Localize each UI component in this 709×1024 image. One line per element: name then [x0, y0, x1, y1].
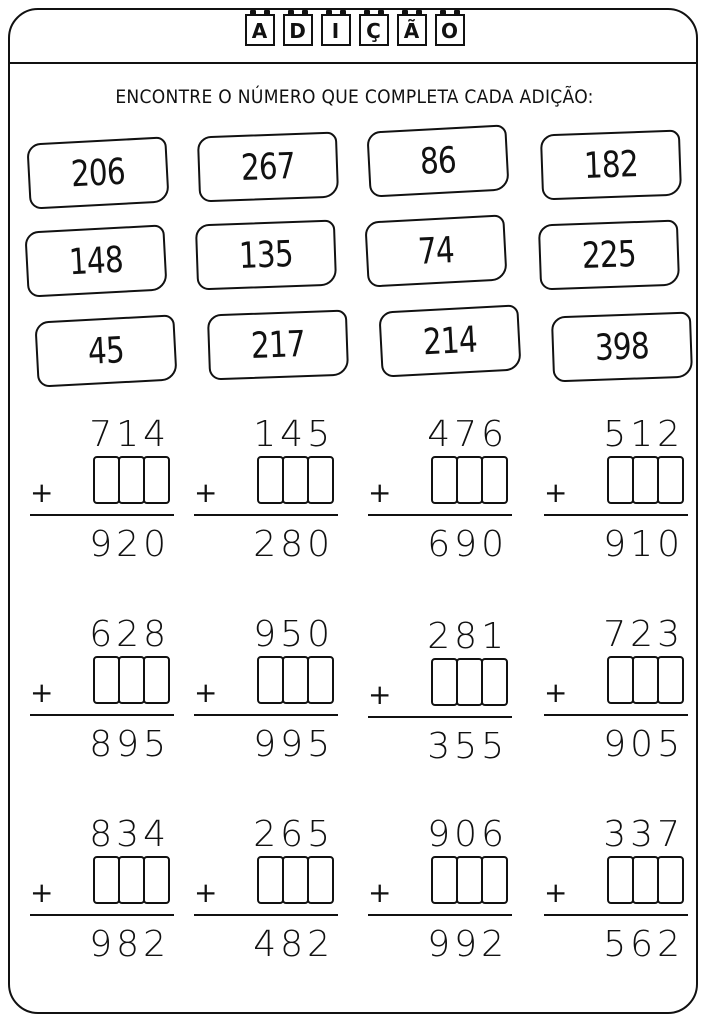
- digit-box[interactable]: [607, 856, 634, 904]
- addend: 628: [89, 614, 170, 655]
- answer-card[interactable]: [538, 220, 680, 291]
- answer-card[interactable]: [364, 214, 507, 287]
- sum-line: [194, 714, 338, 716]
- title-letter: O: [440, 19, 458, 43]
- digit-box[interactable]: [657, 456, 684, 504]
- digit-box[interactable]: [456, 856, 483, 904]
- sum: 910: [603, 524, 684, 565]
- addend: 145: [253, 414, 334, 455]
- plus-sign: +: [194, 876, 218, 909]
- sum: 920: [89, 524, 170, 565]
- title-letter: Ç: [366, 19, 381, 43]
- answer-boxes: [609, 856, 684, 904]
- addend: 906: [427, 814, 508, 855]
- answer-card[interactable]: [551, 312, 693, 383]
- title-letter-tile: [397, 14, 427, 46]
- digit-box[interactable]: [257, 856, 284, 904]
- plus-sign: +: [544, 876, 568, 909]
- plus-sign: +: [30, 676, 54, 709]
- addend: 265: [253, 814, 334, 855]
- addend: 512: [603, 414, 684, 455]
- sum: 690: [427, 524, 508, 565]
- answer-card-value: 74: [416, 229, 456, 273]
- sum-line: [30, 514, 174, 516]
- digit-box[interactable]: [118, 656, 145, 704]
- digit-box[interactable]: [143, 656, 170, 704]
- addend: 476: [427, 414, 508, 455]
- digit-box[interactable]: [431, 856, 458, 904]
- answer-card[interactable]: [24, 224, 167, 297]
- answer-card-value: 217: [250, 323, 306, 367]
- plus-sign: +: [30, 876, 54, 909]
- digit-box[interactable]: [118, 856, 145, 904]
- addition-problem: [544, 814, 684, 974]
- digit-box[interactable]: [257, 456, 284, 504]
- addition-problem: [30, 614, 170, 774]
- plus-sign: +: [368, 476, 392, 509]
- addition-problem: [368, 616, 508, 776]
- title-divider: [8, 62, 698, 64]
- sum-line: [194, 514, 338, 516]
- title-letter-tile: [321, 14, 351, 46]
- digit-box[interactable]: [632, 656, 659, 704]
- addition-problem: [30, 814, 170, 974]
- answer-boxes: [259, 856, 334, 904]
- answer-card-value: 148: [68, 239, 124, 283]
- digit-box[interactable]: [282, 456, 309, 504]
- plus-sign: +: [544, 676, 568, 709]
- digit-box[interactable]: [456, 456, 483, 504]
- sum-line: [368, 914, 512, 916]
- answer-card-value: 267: [240, 145, 296, 189]
- sum-line: [544, 914, 688, 916]
- answer-boxes: [95, 456, 170, 504]
- sum-line: [544, 514, 688, 516]
- addend: 723: [603, 614, 684, 655]
- digit-box[interactable]: [307, 856, 334, 904]
- answer-card-value: 214: [422, 319, 478, 363]
- sum: 355: [427, 726, 508, 767]
- sum: 905: [603, 724, 684, 765]
- digit-box[interactable]: [481, 658, 508, 706]
- addition-problem: [544, 614, 684, 774]
- addition-problem: [194, 414, 334, 574]
- answer-card-value: 182: [583, 143, 639, 187]
- sum: 982: [89, 924, 170, 965]
- addition-problem: [368, 814, 508, 974]
- answer-card-value: 206: [70, 151, 126, 195]
- sum-line: [30, 914, 174, 916]
- answer-card[interactable]: [378, 304, 521, 377]
- addend: 281: [427, 616, 508, 657]
- answer-card[interactable]: [207, 310, 349, 381]
- sum: 895: [89, 724, 170, 765]
- digit-box[interactable]: [481, 456, 508, 504]
- addend: 950: [253, 614, 334, 655]
- title-letter-tile: [435, 14, 465, 46]
- digit-box[interactable]: [118, 456, 145, 504]
- title-letter: D: [289, 19, 306, 43]
- answer-card[interactable]: [26, 136, 169, 209]
- plus-sign: +: [30, 476, 54, 509]
- digit-box[interactable]: [282, 656, 309, 704]
- answer-boxes: [433, 856, 508, 904]
- plus-sign: +: [194, 676, 218, 709]
- answer-boxes: [433, 456, 508, 504]
- answer-boxes: [609, 456, 684, 504]
- answer-card[interactable]: [197, 132, 339, 203]
- digit-box[interactable]: [607, 456, 634, 504]
- digit-box[interactable]: [93, 456, 120, 504]
- digit-box[interactable]: [456, 658, 483, 706]
- answer-card-value: 398: [594, 325, 650, 369]
- sum-line: [194, 914, 338, 916]
- addition-problem: [544, 414, 684, 574]
- digit-box[interactable]: [257, 656, 284, 704]
- sum-line: [30, 714, 174, 716]
- digit-box[interactable]: [607, 656, 634, 704]
- answer-card[interactable]: [540, 130, 682, 201]
- digit-box[interactable]: [481, 856, 508, 904]
- digit-box[interactable]: [657, 856, 684, 904]
- answer-boxes: [433, 658, 508, 706]
- title-letter: Ã: [403, 19, 420, 43]
- digit-box[interactable]: [143, 456, 170, 504]
- addition-problem: [368, 414, 508, 574]
- answer-boxes: [95, 856, 170, 904]
- sum: 562: [603, 924, 684, 965]
- title-letter: I: [331, 19, 340, 43]
- sum-line: [368, 716, 512, 718]
- instruction-text: ENCONTRE O NÚMERO QUE COMPLETA CADA ADIÇÃO:: [115, 86, 594, 108]
- digit-box[interactable]: [657, 656, 684, 704]
- digit-box[interactable]: [307, 456, 334, 504]
- addend: 337: [603, 814, 684, 855]
- plus-sign: +: [368, 678, 392, 711]
- answer-card-value: 225: [581, 233, 637, 277]
- answer-boxes: [95, 656, 170, 704]
- sum: 992: [427, 924, 508, 965]
- addend: 834: [89, 814, 170, 855]
- sum-line: [368, 514, 512, 516]
- page-title: [0, 14, 709, 46]
- sum: 995: [253, 724, 334, 765]
- answer-boxes: [259, 456, 334, 504]
- digit-box[interactable]: [93, 856, 120, 904]
- title-letter-tile: [245, 14, 275, 46]
- digit-box[interactable]: [282, 856, 309, 904]
- digit-box[interactable]: [632, 456, 659, 504]
- answer-card[interactable]: [34, 314, 177, 387]
- digit-box[interactable]: [431, 456, 458, 504]
- plus-sign: +: [544, 476, 568, 509]
- answer-card-value: 86: [418, 139, 458, 183]
- plus-sign: +: [194, 476, 218, 509]
- answer-boxes: [259, 656, 334, 704]
- title-letter-tile: [283, 14, 313, 46]
- title-letter-tile: [359, 14, 389, 46]
- digit-box[interactable]: [431, 658, 458, 706]
- answer-card-value: 135: [238, 233, 294, 277]
- addition-problem: [194, 614, 334, 774]
- digit-box[interactable]: [632, 856, 659, 904]
- sum-line: [544, 714, 688, 716]
- digit-box[interactable]: [307, 656, 334, 704]
- answer-boxes: [609, 656, 684, 704]
- answer-card[interactable]: [195, 220, 337, 291]
- answer-card-value: 45: [86, 329, 126, 373]
- addend: 714: [89, 414, 170, 455]
- addition-problem: [30, 414, 170, 574]
- sum: 280: [253, 524, 334, 565]
- digit-box[interactable]: [143, 856, 170, 904]
- digit-box[interactable]: [93, 656, 120, 704]
- sum: 482: [253, 924, 334, 965]
- addition-problem: [194, 814, 334, 974]
- title-letter: A: [251, 19, 268, 43]
- plus-sign: +: [368, 876, 392, 909]
- answer-card[interactable]: [366, 124, 509, 197]
